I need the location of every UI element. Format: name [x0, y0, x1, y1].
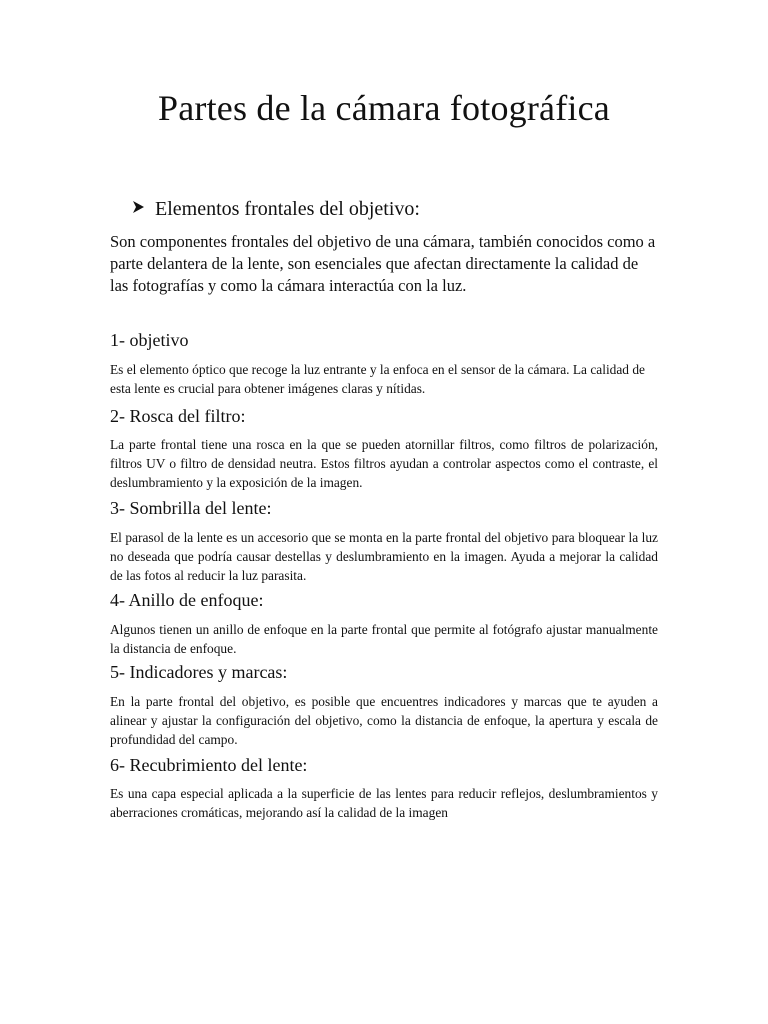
item-heading-sombrilla-lente: 3- Sombrilla del lente: [110, 498, 272, 518]
page-title: Partes de la cámara fotográfica [158, 88, 610, 128]
item-body-anillo-enfoque: Algunos tienen un anillo de enfoque en la parte frontal que permite al fotógrafo ajustar manualmente la distancia de enfoque. [110, 622, 658, 656]
intro-paragraph: Son componentes frontales del objetivo de una cámara, también conocidos como a parte delantera de la lente, son esenciales que afectan directamente la calidad de las fotografías y como la cámara interactúa con la luz. [110, 232, 656, 295]
item-heading-indicadores-marcas: 5- Indicadores y marcas: [110, 662, 288, 682]
item-body-indicadores-marcas: En la parte frontal del objetivo, es posible que encuentres indicadores y marcas que te ayuden a alinear y ajustar la configuración del objetivo, como la distancia de enfoque, la apertura y escala de profundidad del campo. [110, 694, 658, 747]
section-heading-text: Elementos frontales del objetivo: [155, 198, 420, 220]
item-body-sombrilla-lente: El parasol de la lente es un accesorio que se monta en la parte frontal del objetivo para bloquear la luz no deseada que podría causar destellas y deslumbramiento en la imagen. Ayuda a mejorar la calidad de las fotos al reducir la luz parasita. [110, 530, 658, 583]
item-heading-objetivo: 1- objetivo [110, 330, 189, 350]
section-heading [132, 196, 420, 222]
item-heading-rosca-filtro: 2- Rosca del filtro: [110, 406, 246, 426]
item-heading-anillo-enfoque: 4- Anillo de enfoque: [110, 590, 264, 610]
arrow-bullet-icon [132, 196, 148, 222]
item-heading-recubrimiento-lente: 6- Recubrimiento del lente: [110, 755, 308, 775]
item-body-recubrimiento-lente: Es una capa especial aplicada a la superficie de las lentes para reducir reflejos, deslumbramientos y aberraciones cromáticas, mejorando así la calidad de la imagen [110, 786, 658, 820]
item-body-objetivo: Es el elemento óptico que recoge la luz entrante y la enfoca en el sensor de la cámara. La calidad de esta lente es crucial para obtener imágenes claras y nítidas. [110, 362, 645, 396]
arrow-bullet-icon-svg [132, 200, 145, 214]
item-body-rosca-filtro: La parte frontal tiene una rosca en la que se pueden atornillar filtros, como filtros de polarización, filtros UV o filtro de densidad neutra. Estos filtros ayudan a controlar aspectos como el contraste, el deslumbramiento y la exposición de la imagen. [110, 437, 658, 490]
